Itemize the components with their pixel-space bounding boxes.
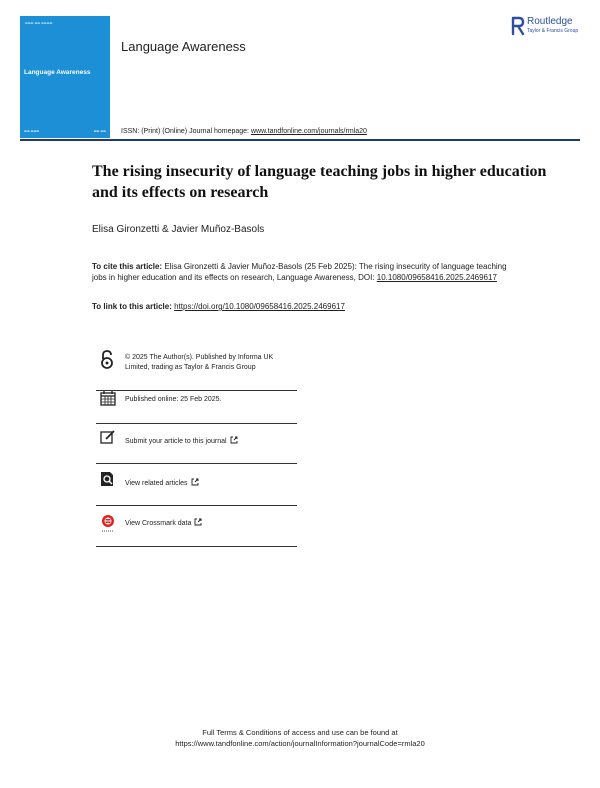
routledge-r-icon bbox=[511, 16, 525, 36]
article-authors: Elisa Gironzetti & Javier Muñoz-Basols bbox=[92, 224, 265, 235]
submit-row[interactable] bbox=[96, 423, 297, 464]
submit-article-link[interactable] bbox=[125, 436, 297, 447]
related-row[interactable] bbox=[96, 463, 297, 506]
crossmark-icon bbox=[100, 514, 116, 538]
issn-prefix: ISSN: (Print) (Online) Journal homepage: bbox=[121, 128, 251, 135]
crossmark-label: View Crossmark data bbox=[125, 520, 192, 527]
cover-title: Language Awareness bbox=[24, 69, 91, 76]
related-articles-link[interactable] bbox=[125, 478, 297, 489]
footer-terms-link[interactable]: https://www.tandfonline.com/action/journalInformation?journalCode=rmla20 bbox=[175, 739, 425, 748]
citation-label: To cite this article: bbox=[92, 262, 163, 271]
external-link-icon bbox=[230, 436, 238, 444]
external-link-icon bbox=[191, 478, 199, 486]
issn-line bbox=[121, 128, 367, 135]
page-footer bbox=[0, 727, 600, 749]
journal-cover bbox=[20, 16, 110, 138]
license-text: © 2025 The Author(s). Published by Informa UK Limited, trading as Taylor & Francis Group bbox=[125, 354, 274, 371]
calendar-icon bbox=[100, 390, 116, 410]
journal-homepage-link[interactable]: www.tandfonline.com/journals/rmla20 bbox=[250, 128, 367, 135]
journal-name: Language Awareness bbox=[121, 39, 246, 54]
article-title: The rising insecurity of language teaching jobs in higher education and its effects on research bbox=[92, 163, 547, 201]
related-articles-icon bbox=[100, 471, 116, 491]
crossmark-link[interactable] bbox=[125, 518, 297, 529]
cover-top-text: ▬▬▬ ▬▬ ▬▬▬▬ bbox=[25, 21, 53, 25]
related-articles-label: View related articles bbox=[125, 480, 188, 487]
publisher-name: Routledge bbox=[527, 16, 573, 27]
link-label: To link to this article: bbox=[92, 302, 175, 311]
citation-block bbox=[92, 261, 517, 283]
footer-line-1: Full Terms & Conditions of access and use can be found at bbox=[202, 728, 398, 737]
citation-text: Elisa Gironzetti & Javier Muñoz-Basols (25 Feb 2025): The rising insecurity of language teaching jobs in higher education and its effects on research, Language Awareness, DOI: bbox=[92, 262, 507, 282]
edit-icon bbox=[100, 429, 116, 449]
submit-article-label: Submit your article to this journal bbox=[125, 438, 227, 445]
external-link-icon bbox=[194, 518, 202, 526]
open-access-icon bbox=[100, 350, 114, 374]
published-row bbox=[96, 390, 297, 424]
citation-doi-link[interactable]: 10.1080/09658416.2025.2469617 bbox=[376, 273, 497, 282]
header-divider bbox=[20, 139, 580, 141]
publisher-tagline: Taylor & Francis Group bbox=[527, 28, 579, 34]
cover-publisher-mark: ▬▬ ▬▬▬ bbox=[24, 129, 40, 133]
published-date: Published online: 25 Feb 2025. bbox=[125, 396, 222, 403]
crossmark-row[interactable] bbox=[96, 505, 297, 547]
article-doi-link[interactable]: https://doi.org/10.1080/09658416.2025.2469617 bbox=[174, 302, 345, 311]
cover-logo-mark: ▬▬ ▬▬ bbox=[93, 129, 106, 133]
open-access-row bbox=[96, 350, 297, 391]
article-link-line bbox=[92, 302, 345, 311]
